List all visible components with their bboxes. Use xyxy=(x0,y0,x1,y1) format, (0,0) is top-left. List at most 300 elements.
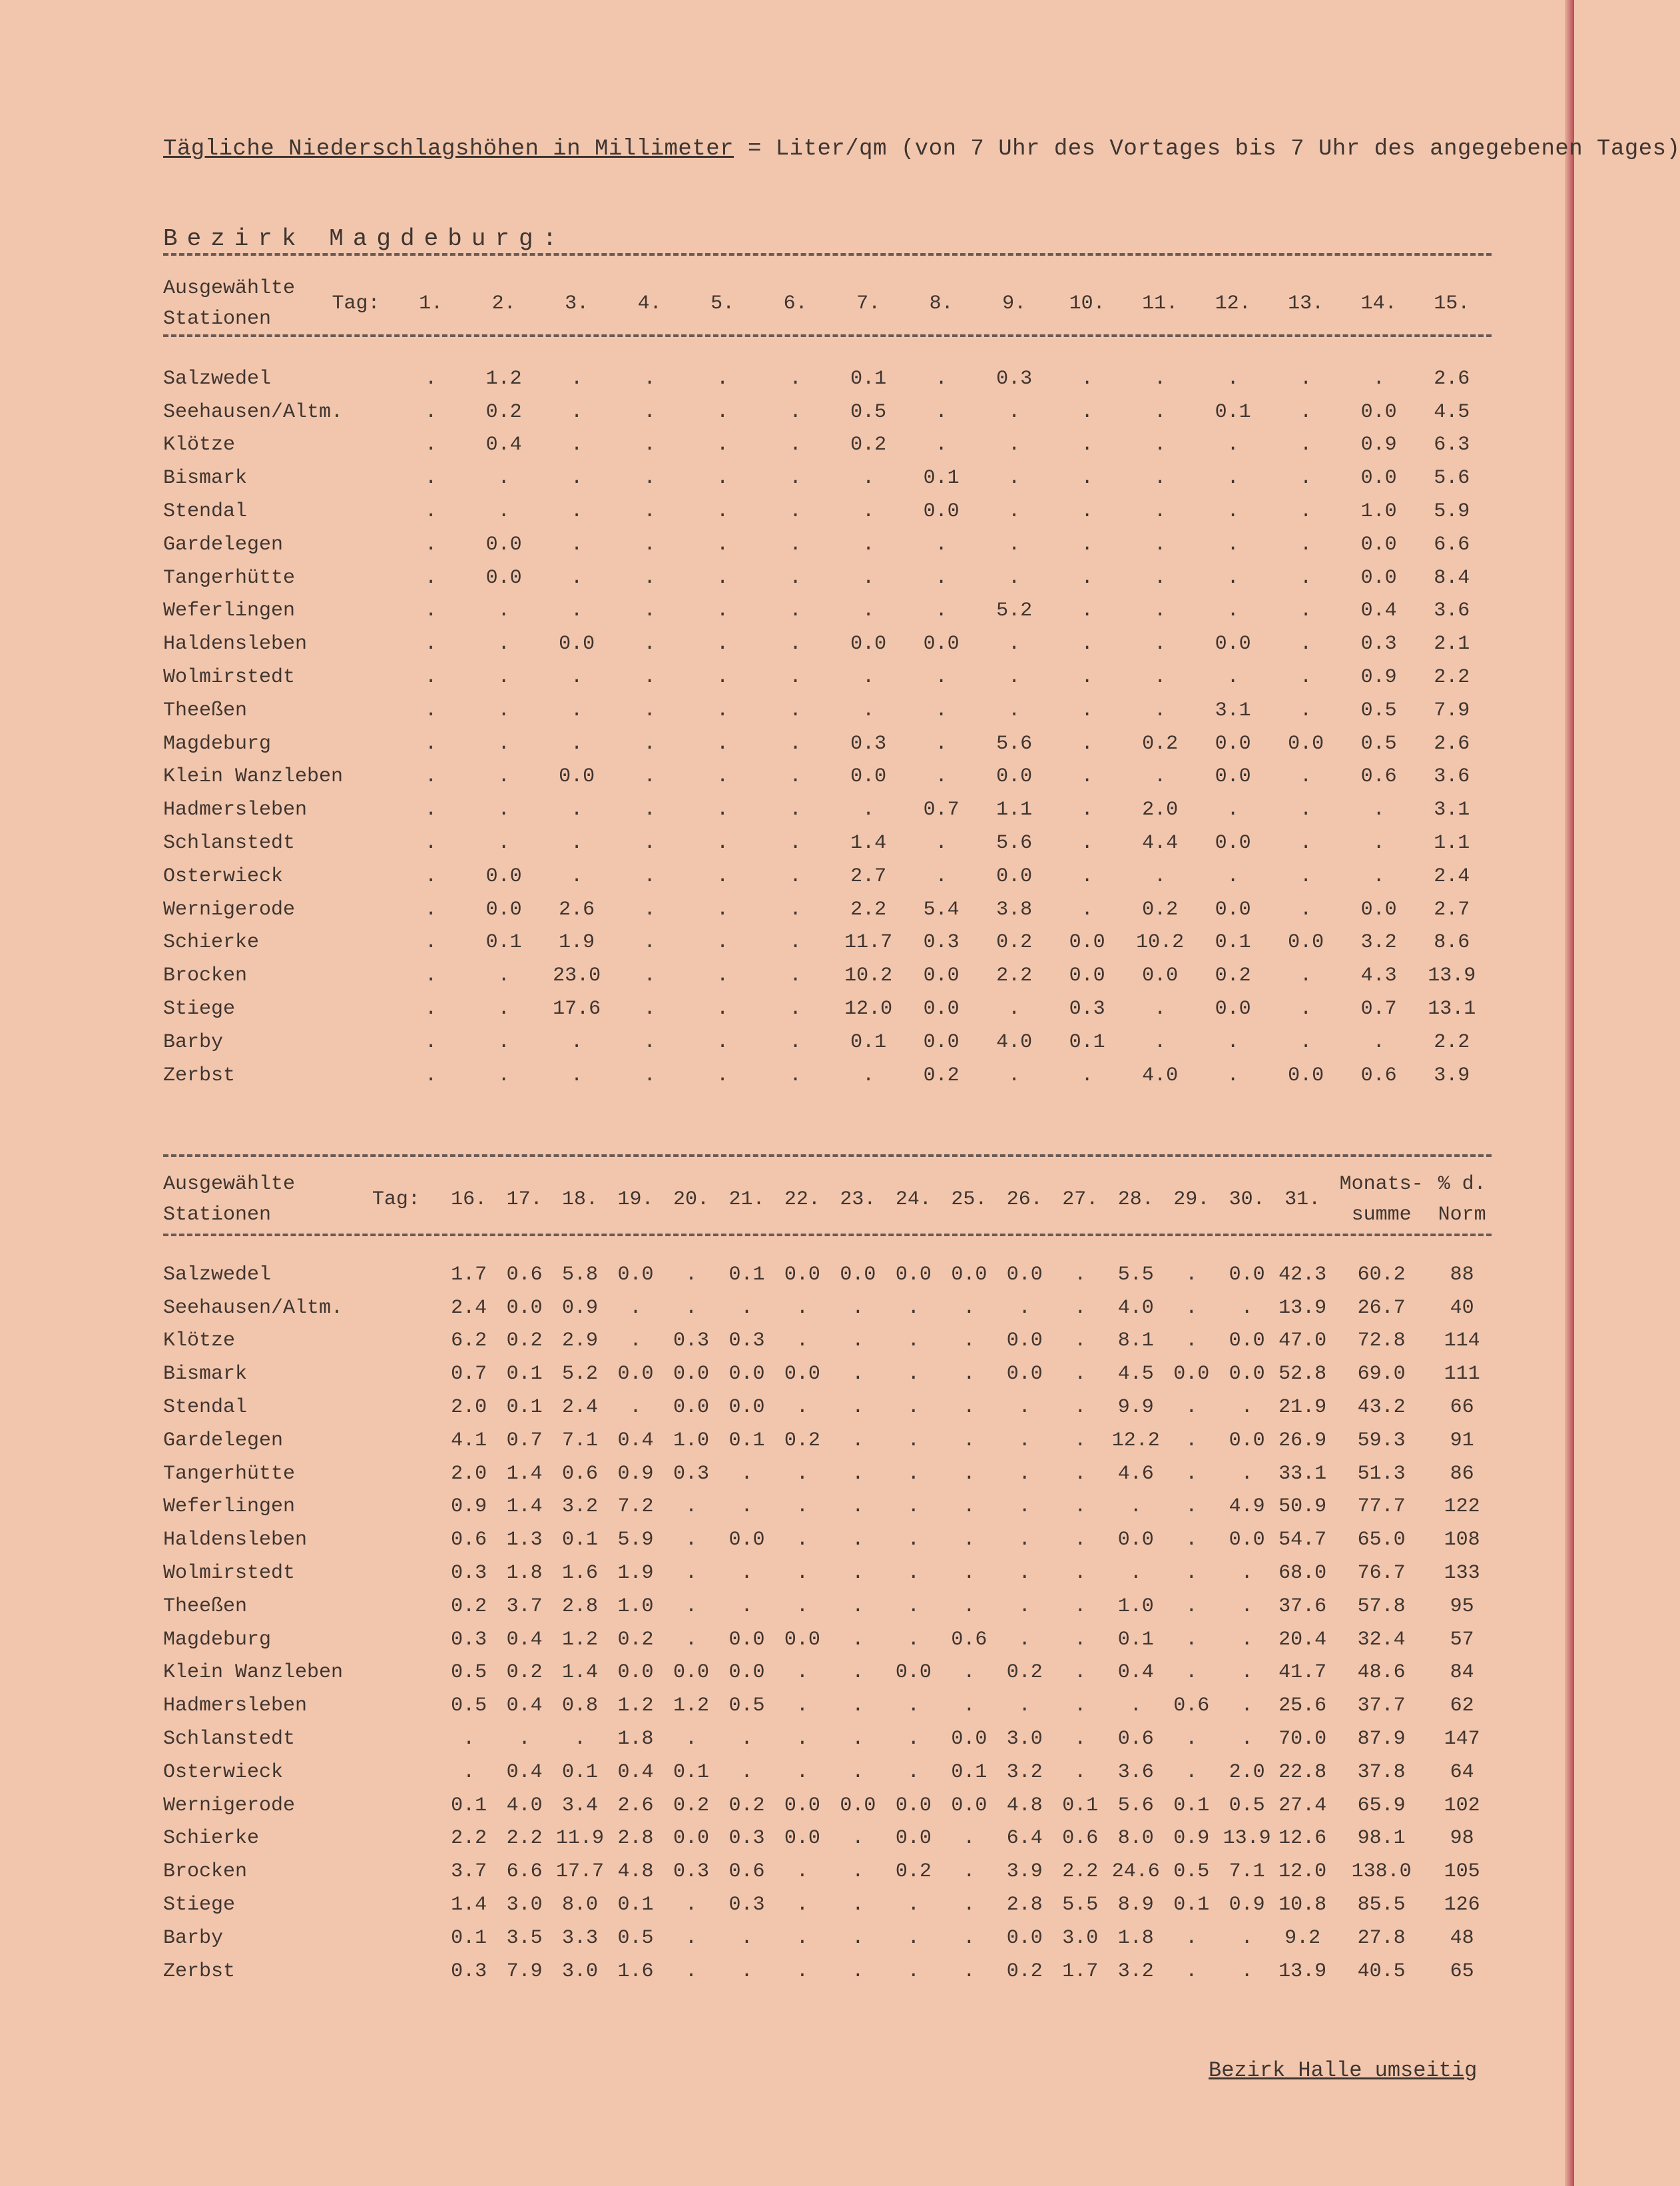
station-name: Bismark xyxy=(163,1363,248,1386)
rain-value: . xyxy=(1074,1429,1087,1452)
rain-value: 8.6 xyxy=(1434,931,1470,954)
rain-value: . xyxy=(571,832,583,855)
station-name: Hadmersleben xyxy=(163,799,308,822)
rain-value: 54.7 xyxy=(1278,1529,1327,1552)
rain-value: . xyxy=(716,666,729,689)
rain-value: . xyxy=(425,865,437,888)
rain-value: 6.3 xyxy=(1434,434,1470,457)
rain-value: . xyxy=(1154,599,1167,623)
rain-value: 8.0 xyxy=(562,1894,599,1917)
norm-percent: 40 xyxy=(1450,1296,1474,1319)
rain-value: . xyxy=(716,367,729,390)
station-name: Schierke xyxy=(163,931,260,954)
rain-value: 1.4 xyxy=(506,1462,543,1485)
rain-value: . xyxy=(1300,566,1312,589)
monthly-sum: 59.3 xyxy=(1357,1429,1406,1452)
rain-value: . xyxy=(935,732,948,755)
rain-value: 5.5 xyxy=(1117,1263,1154,1286)
rain-value: 5.6 xyxy=(996,732,1033,755)
rain-value: . xyxy=(1241,1396,1253,1419)
rain-value: . xyxy=(685,1595,697,1618)
footer-note: Bezirk Halle umseitig xyxy=(1209,2058,1478,2083)
norm-percent: 84 xyxy=(1450,1661,1474,1684)
rain-value: . xyxy=(862,699,875,722)
empty-cell xyxy=(318,462,395,495)
rain-value: 26.9 xyxy=(1278,1429,1327,1452)
rain-value: . xyxy=(1018,1694,1031,1718)
rain-value: . xyxy=(789,1030,802,1054)
station-name: Salzwedel xyxy=(163,1263,272,1286)
rain-value: 0.0 xyxy=(1215,765,1251,789)
station-name: Brocken xyxy=(163,964,248,988)
rain-value: 4.0 xyxy=(996,1030,1033,1054)
norm-percent: 66 xyxy=(1450,1396,1474,1419)
day-header-10: 10. xyxy=(1069,292,1105,315)
page-edge xyxy=(1565,0,1574,2186)
rain-value: . xyxy=(1227,566,1239,589)
rain-value: 0.2 xyxy=(1142,732,1179,755)
rain-value: . xyxy=(574,1728,587,1751)
rain-value: 2.2 xyxy=(996,964,1033,988)
table-row xyxy=(163,1457,1492,1491)
rain-value: 0.1 xyxy=(1173,1794,1210,1817)
rain-value: . xyxy=(907,1529,920,1552)
rain-value: 0.1 xyxy=(728,1263,765,1286)
empty-cell xyxy=(318,793,395,827)
rain-value: . xyxy=(1081,599,1093,623)
rain-value: 4.9 xyxy=(1229,1495,1265,1519)
monthly-sum-header-line1: Monats- xyxy=(1339,1173,1424,1196)
rain-value: . xyxy=(852,1396,864,1419)
rain-value: . xyxy=(425,633,437,656)
rain-value: . xyxy=(907,1894,920,1917)
rain-value: . xyxy=(685,1960,697,1983)
rain-value: . xyxy=(1300,699,1312,722)
rain-value: 0.5 xyxy=(451,1661,487,1684)
rain-value: . xyxy=(935,400,948,424)
rainfall-table-days-16-31 xyxy=(163,1169,1492,1988)
rain-value: . xyxy=(796,1396,808,1419)
rain-value: 2.4 xyxy=(562,1396,599,1419)
rain-value: . xyxy=(907,1429,920,1452)
table-row xyxy=(163,1026,1488,1059)
divider-middle xyxy=(163,1154,1492,1157)
rain-value: . xyxy=(907,1396,920,1419)
empty-cell xyxy=(318,959,395,992)
rain-value: . xyxy=(1074,1694,1087,1718)
rain-value: . xyxy=(1008,998,1021,1021)
rain-value: 0.2 xyxy=(923,1064,960,1087)
rain-value: 0.3 xyxy=(673,1329,709,1353)
divider-header-1 xyxy=(163,334,1492,337)
rain-value: 5.8 xyxy=(562,1263,599,1286)
rain-value: . xyxy=(716,400,729,424)
rain-value: 0.3 xyxy=(850,732,887,755)
rain-value: . xyxy=(796,1860,808,1884)
rain-value: 10.2 xyxy=(1136,931,1185,954)
rain-value: 0.0 xyxy=(1215,898,1251,921)
rain-value: . xyxy=(1154,699,1167,722)
rain-value: 13.9 xyxy=(1278,1296,1327,1319)
station-name: Wernigerode xyxy=(163,898,296,921)
rain-value: . xyxy=(1074,1628,1087,1651)
rain-value: . xyxy=(643,732,656,755)
rain-value: 0.0 xyxy=(784,1794,820,1817)
rain-value: . xyxy=(935,865,948,888)
rain-value: . xyxy=(1185,1396,1198,1419)
rain-value: 1.8 xyxy=(617,1728,654,1751)
table-row xyxy=(163,694,1488,727)
rain-value: 2.6 xyxy=(559,898,595,921)
rain-value: . xyxy=(1154,998,1167,1021)
rain-value: 0.9 xyxy=(1360,434,1397,457)
station-name: Osterwieck xyxy=(163,1760,284,1784)
rain-value: 0.2 xyxy=(784,1429,820,1452)
rain-value: 0.6 xyxy=(1360,765,1397,789)
rain-value: 0.1 xyxy=(1062,1794,1099,1817)
rain-value: 50.9 xyxy=(1278,1495,1327,1519)
rain-value: . xyxy=(963,1296,976,1319)
rain-value: . xyxy=(1227,500,1239,524)
rain-value: 1.2 xyxy=(617,1694,654,1718)
empty-cell xyxy=(318,992,395,1026)
day-header-8: 8. xyxy=(929,292,954,315)
rain-value: 3.6 xyxy=(1117,1760,1154,1784)
rain-value: 3.2 xyxy=(562,1495,599,1519)
rain-value: 5.2 xyxy=(996,599,1033,623)
rain-value: . xyxy=(1154,400,1167,424)
rain-value: . xyxy=(852,1529,864,1552)
rain-value: 0.5 xyxy=(1360,699,1397,722)
station-name: Wolmirstedt xyxy=(163,1562,296,1585)
rain-value: . xyxy=(796,1495,808,1519)
station-name: Klötze xyxy=(163,1329,236,1353)
rain-value: . xyxy=(907,1728,920,1751)
rain-value: . xyxy=(716,1030,729,1054)
rain-value: . xyxy=(1300,500,1312,524)
rain-value: 0.0 xyxy=(1288,1064,1324,1087)
rain-value: 2.7 xyxy=(1434,898,1470,921)
day-header-30: 30. xyxy=(1229,1188,1265,1211)
rain-value: . xyxy=(716,964,729,988)
rain-value: . xyxy=(862,599,875,623)
rain-value: . xyxy=(716,1064,729,1087)
rain-value: 2.2 xyxy=(850,898,887,921)
station-name: Stiege xyxy=(163,998,236,1021)
empty-cell xyxy=(318,1059,395,1092)
rain-value: 1.6 xyxy=(562,1562,599,1585)
rain-value: . xyxy=(862,467,875,490)
table-row xyxy=(163,1325,1492,1358)
rain-value: 0.1 xyxy=(485,931,522,954)
rain-value: 0.4 xyxy=(1117,1661,1154,1684)
rain-value: . xyxy=(497,832,510,855)
rain-value: 0.3 xyxy=(451,1562,487,1585)
rain-value: 22.8 xyxy=(1278,1760,1327,1784)
rain-value: 1.4 xyxy=(562,1661,599,1684)
rain-value: . xyxy=(1074,1396,1087,1419)
empty-cell xyxy=(351,1756,441,1789)
rain-value: 0.0 xyxy=(895,1661,932,1684)
rain-value: . xyxy=(1241,1661,1253,1684)
rain-value: 0.0 xyxy=(996,865,1033,888)
rain-value: 9.2 xyxy=(1284,1926,1321,1950)
station-name: Schlanstedt xyxy=(163,832,296,855)
day-header-21: 21. xyxy=(728,1188,765,1211)
station-name: Theeßen xyxy=(163,1595,248,1618)
rain-value: . xyxy=(643,1030,656,1054)
rain-value: . xyxy=(963,1429,976,1452)
rain-value: . xyxy=(643,533,656,556)
table-row xyxy=(163,1623,1492,1656)
table-row xyxy=(163,1689,1492,1722)
rain-value: . xyxy=(935,666,948,689)
rain-value: 11.7 xyxy=(844,931,893,954)
rain-value: . xyxy=(935,367,948,390)
rain-value: . xyxy=(571,1030,583,1054)
empty-cell xyxy=(351,1391,441,1424)
rain-value: 0.3 xyxy=(923,931,960,954)
divider-header-2 xyxy=(163,1234,1492,1236)
rain-value: 0.1 xyxy=(728,1429,765,1452)
rain-value: 7.9 xyxy=(1434,699,1470,722)
rain-value: . xyxy=(1372,799,1385,822)
rain-value: 0.2 xyxy=(895,1860,932,1884)
rain-value: 0.0 xyxy=(784,1827,820,1850)
rain-value: . xyxy=(1241,1694,1253,1718)
rain-value: . xyxy=(1185,1429,1198,1452)
rain-value: 4.0 xyxy=(1142,1064,1179,1087)
rain-value: . xyxy=(852,1429,864,1452)
rain-value: 21.9 xyxy=(1278,1396,1327,1419)
rain-value: 0.7 xyxy=(1360,998,1397,1021)
rain-value: . xyxy=(852,1760,864,1784)
rain-value: . xyxy=(907,1595,920,1618)
rain-value: 3.3 xyxy=(562,1926,599,1950)
table-row xyxy=(163,1424,1492,1457)
rain-value: 0.1 xyxy=(451,1794,487,1817)
rain-value: 0.5 xyxy=(850,400,887,424)
rain-value: 0.1 xyxy=(673,1760,709,1784)
rain-value: . xyxy=(1227,799,1239,822)
table-row xyxy=(163,1656,1492,1690)
rain-value: . xyxy=(497,964,510,988)
rain-value: . xyxy=(852,1462,864,1485)
rain-value: . xyxy=(685,1495,697,1519)
rain-value: . xyxy=(571,1064,583,1087)
rain-value: . xyxy=(1185,1529,1198,1552)
monthly-sum: 65.9 xyxy=(1357,1794,1406,1817)
rain-value: 3.8 xyxy=(996,898,1033,921)
rain-value: . xyxy=(789,865,802,888)
rain-value: 2.8 xyxy=(562,1595,599,1618)
rain-value: . xyxy=(1074,1728,1087,1751)
rain-value: . xyxy=(789,964,802,988)
monthly-sum: 37.8 xyxy=(1357,1760,1406,1784)
table-row xyxy=(163,827,1488,860)
empty-cell xyxy=(351,1789,441,1822)
station-name: Wernigerode xyxy=(163,1794,296,1817)
rain-value: . xyxy=(1074,1462,1087,1485)
empty-cell xyxy=(351,1590,441,1623)
rain-value: 0.3 xyxy=(673,1860,709,1884)
rain-value: . xyxy=(1008,699,1021,722)
rain-value: . xyxy=(425,599,437,623)
rain-value: . xyxy=(1372,367,1385,390)
rain-value: 0.5 xyxy=(1173,1860,1210,1884)
rain-value: . xyxy=(852,1926,864,1950)
rain-value: . xyxy=(963,1495,976,1519)
rain-value: 0.4 xyxy=(617,1760,654,1784)
rain-value: . xyxy=(629,1296,642,1319)
rain-value: 37.6 xyxy=(1278,1595,1327,1618)
rain-value: . xyxy=(907,1694,920,1718)
station-name: Stendal xyxy=(163,1396,248,1419)
rain-value: 0.0 xyxy=(673,1396,709,1419)
tag-label: Tag: xyxy=(332,292,380,315)
monthly-sum: 72.8 xyxy=(1357,1329,1406,1353)
norm-percent: 147 xyxy=(1444,1728,1480,1751)
rain-value: 10.8 xyxy=(1278,1894,1327,1917)
table-row xyxy=(163,926,1488,960)
rain-value: . xyxy=(907,1329,920,1353)
day-header-26: 26. xyxy=(1006,1188,1043,1211)
rain-value: . xyxy=(852,1827,864,1850)
rain-value: 0.0 xyxy=(840,1263,876,1286)
rain-value: 0.1 xyxy=(1117,1628,1154,1651)
rain-value: 20.4 xyxy=(1278,1628,1327,1651)
rain-value: . xyxy=(643,566,656,589)
rain-value: . xyxy=(1081,434,1093,457)
rain-value: . xyxy=(716,998,729,1021)
empty-cell xyxy=(351,1523,441,1557)
rain-value: 12.2 xyxy=(1111,1429,1160,1452)
rain-value: 9.9 xyxy=(1117,1396,1154,1419)
rain-value: . xyxy=(1185,1661,1198,1684)
rain-value: 1.1 xyxy=(996,799,1033,822)
rain-value: . xyxy=(716,898,729,921)
rain-value: . xyxy=(571,865,583,888)
rain-value: . xyxy=(571,699,583,722)
rain-value: 0.6 xyxy=(1173,1694,1210,1718)
rain-value: 1.0 xyxy=(1360,500,1397,524)
rain-value: 0.1 xyxy=(1215,400,1251,424)
rain-value: . xyxy=(1018,1396,1031,1419)
rain-value: . xyxy=(935,566,948,589)
rain-value: . xyxy=(1129,1495,1142,1519)
rain-value: 6.6 xyxy=(1434,533,1470,556)
table-row xyxy=(163,992,1488,1026)
rain-value: 0.0 xyxy=(923,998,960,1021)
station-name: Gardelegen xyxy=(163,1429,284,1452)
rain-value: . xyxy=(862,566,875,589)
rain-value: . xyxy=(862,1064,875,1087)
monthly-sum: 27.8 xyxy=(1357,1926,1406,1950)
rain-value: . xyxy=(1154,666,1167,689)
rain-value: 0.6 xyxy=(506,1263,543,1286)
rain-value: 42.3 xyxy=(1278,1263,1327,1286)
rain-value: 0.6 xyxy=(451,1529,487,1552)
rain-value: 1.4 xyxy=(850,832,887,855)
rain-value: . xyxy=(716,732,729,755)
rain-value: 17.7 xyxy=(556,1860,605,1884)
rain-value: . xyxy=(1074,1329,1087,1353)
rain-value: . xyxy=(1018,1296,1031,1319)
rain-value: . xyxy=(1018,1595,1031,1618)
empty-cell xyxy=(351,1291,441,1325)
rain-value: 1.2 xyxy=(562,1628,599,1651)
rain-value: 5.9 xyxy=(1434,500,1470,524)
rain-value: . xyxy=(1300,467,1312,490)
rain-value: . xyxy=(1154,367,1167,390)
rain-value: 0.6 xyxy=(1062,1827,1099,1850)
rain-value: 0.8 xyxy=(562,1694,599,1718)
rain-value: 3.2 xyxy=(1117,1960,1154,1983)
day-header-12: 12. xyxy=(1215,292,1251,315)
rain-value: . xyxy=(796,1562,808,1585)
rain-value: 4.8 xyxy=(617,1860,654,1884)
station-name: Tangerhütte xyxy=(163,566,296,589)
rain-value: . xyxy=(425,931,437,954)
monthly-sum: 76.7 xyxy=(1357,1562,1406,1585)
rain-value: 0.2 xyxy=(1006,1960,1043,1983)
rain-value: . xyxy=(1227,1064,1239,1087)
rain-value: . xyxy=(425,898,437,921)
empty-cell xyxy=(318,1026,395,1059)
day-header-22: 22. xyxy=(784,1188,820,1211)
rain-value: 4.1 xyxy=(451,1429,487,1452)
rain-value: 4.3 xyxy=(1360,964,1397,988)
rain-value: 0.0 xyxy=(506,1296,543,1319)
rain-value: 0.0 xyxy=(1215,732,1251,755)
rain-value: 2.4 xyxy=(1434,865,1470,888)
rain-value: . xyxy=(1227,367,1239,390)
day-header-3: 3. xyxy=(565,292,589,315)
rain-value: 0.1 xyxy=(562,1760,599,1784)
stations-header-2-line2: Stationen xyxy=(163,1204,272,1226)
rain-value: 2.6 xyxy=(617,1794,654,1817)
rain-value: 0.1 xyxy=(1215,931,1251,954)
rain-value: 0.3 xyxy=(996,367,1033,390)
rain-value: . xyxy=(935,699,948,722)
rain-value: 0.0 xyxy=(1229,1263,1265,1286)
rain-value: . xyxy=(1008,533,1021,556)
monthly-sum: 87.9 xyxy=(1357,1728,1406,1751)
rain-value: . xyxy=(862,799,875,822)
rain-value: . xyxy=(852,1960,864,1983)
rain-value: . xyxy=(1018,1628,1031,1651)
rain-value: 5.9 xyxy=(617,1529,654,1552)
rain-value: 0.0 xyxy=(1142,964,1179,988)
table-row xyxy=(163,1059,1488,1092)
rain-value: . xyxy=(796,1329,808,1353)
rain-value: 1.2 xyxy=(485,367,522,390)
rain-value: . xyxy=(907,1462,920,1485)
station-name: Hadmersleben xyxy=(163,1694,308,1718)
monthly-sum: 69.0 xyxy=(1357,1363,1406,1386)
rain-value: . xyxy=(425,533,437,556)
rain-value: 1.7 xyxy=(451,1263,487,1286)
rain-value: 0.2 xyxy=(1215,964,1251,988)
rain-value: . xyxy=(643,400,656,424)
rain-value: . xyxy=(1129,1694,1142,1718)
rain-value: 0.0 xyxy=(784,1263,820,1286)
station-name: Tangerhütte xyxy=(163,1462,296,1485)
rain-value: . xyxy=(1185,1296,1198,1319)
rain-value: . xyxy=(1227,599,1239,623)
rain-value: . xyxy=(852,1661,864,1684)
day-header-2: 2. xyxy=(491,292,516,315)
